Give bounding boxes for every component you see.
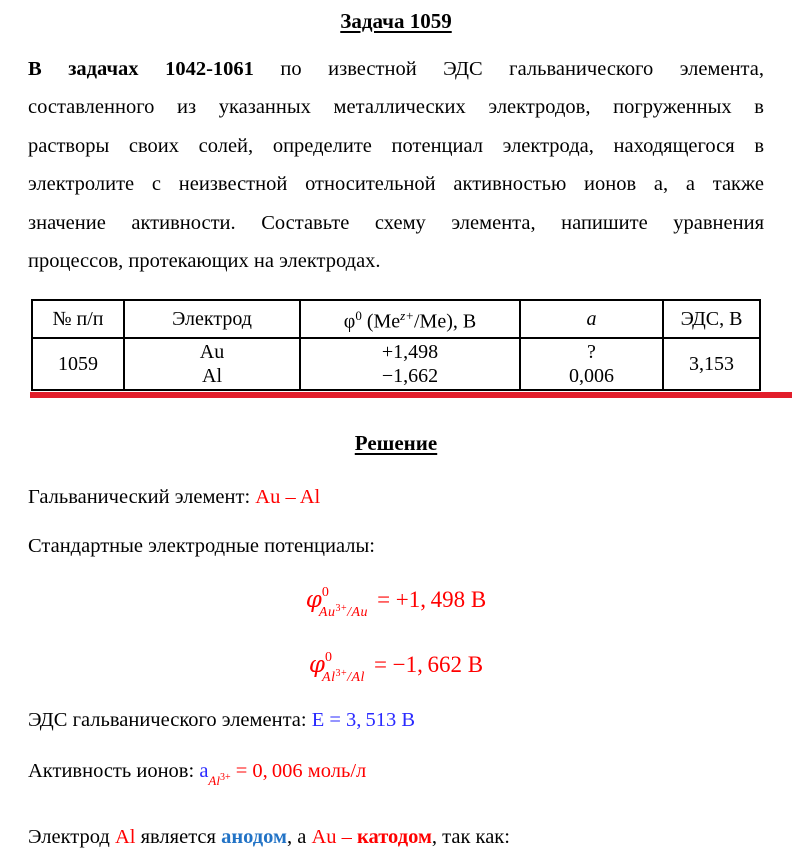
table-header-row xyxy=(32,300,760,338)
problem-line-6: процессов, протекающих на электродах. xyxy=(28,250,381,273)
cell-num: 1059 xyxy=(32,338,124,390)
potential-2: −1,662 xyxy=(381,365,439,388)
activity-subscript xyxy=(208,773,230,788)
formula-al-sup: 0 xyxy=(325,650,333,666)
activity-line xyxy=(28,758,764,794)
formula-au-sub-metal: Au xyxy=(318,605,336,621)
formula-au-row xyxy=(28,573,764,621)
cell-activity xyxy=(520,338,663,390)
problem-line-1 xyxy=(28,50,764,88)
phi-end: /Me), В xyxy=(414,311,477,334)
document-page xyxy=(0,8,792,850)
phi-sup-charge: z+ xyxy=(400,308,414,324)
electrode-roles-line xyxy=(28,824,764,850)
problem-line-3: растворы своих солей, определите потенциал электрода, находящегося в xyxy=(28,134,764,157)
col-header-num: № п/п xyxy=(32,300,124,338)
final-part-8: , так как: xyxy=(431,826,510,849)
problem-statement xyxy=(28,50,764,280)
formula-al-sub xyxy=(322,670,365,685)
phi-glyph: φ xyxy=(308,652,326,679)
formula-al xyxy=(308,650,484,686)
element-value: Au – Al xyxy=(255,486,321,509)
col-header-emf: ЭДС, В xyxy=(663,300,760,338)
final-part-1: Электрод xyxy=(28,826,115,849)
galvanic-element-line xyxy=(28,484,764,510)
phi-glyph: φ xyxy=(305,587,322,614)
activity-value: = 0, 006 моль/л xyxy=(230,760,367,783)
cell-potentials xyxy=(300,338,520,390)
emf-line xyxy=(28,707,764,733)
emf-label: ЭДС гальванического элемента: xyxy=(28,709,312,732)
formula-au-value: = +1, 498 В xyxy=(377,587,487,613)
cell-electrodes xyxy=(124,338,300,390)
formula-au-sub xyxy=(319,605,368,620)
conditions-table xyxy=(31,299,761,391)
activity-1: ? xyxy=(587,341,596,364)
electrode-1: Au xyxy=(199,341,225,364)
solution-heading-text: Решение xyxy=(354,431,438,456)
col-header-electrode: Электрод xyxy=(124,300,300,338)
emf-value: E = 3, 513 В xyxy=(311,709,416,732)
page-title xyxy=(28,8,764,34)
formula-au-sub-charge: 3+ xyxy=(335,603,348,615)
element-label: Гальванический элемент: xyxy=(28,486,256,509)
red-divider xyxy=(30,392,792,398)
problem-line-5: значение активности. Составьте схему элемента, напишите уравнения xyxy=(28,211,764,234)
phi-symbol: φ xyxy=(343,311,356,334)
activity-sub-metal: Al xyxy=(208,773,220,789)
activity-sub-charge: 3+ xyxy=(219,772,231,784)
phi-mid: (Me xyxy=(361,311,401,334)
problem-range-bold: В задачах 1042-1061 xyxy=(28,58,254,80)
problem-line-2: составленного из указанных металлических электродов, погруженных в xyxy=(28,96,764,119)
formula-al-sub-charge: 3+ xyxy=(335,668,348,680)
formula-al-sub-slash: /Al xyxy=(347,670,365,686)
final-au: Au – xyxy=(311,826,358,849)
formula-au xyxy=(305,585,487,621)
final-cathode: катодом xyxy=(357,826,432,849)
final-al: Al xyxy=(114,826,136,849)
potential-1: +1,498 xyxy=(381,341,439,364)
problem-line-4: электролите с неизвестной относительной активностью ионов а, а также xyxy=(28,173,764,196)
final-anode: анодом xyxy=(221,826,287,849)
formula-al-value: = −1, 662 В xyxy=(373,652,484,678)
potentials-label-line: Стандартные электродные потенциалы: xyxy=(28,535,375,558)
phi-sup-zero: 0 xyxy=(355,308,362,324)
formula-au-sup: 0 xyxy=(321,585,329,601)
final-part-5: , а xyxy=(286,826,312,849)
page-title-text: Задача 1059 xyxy=(340,9,452,33)
formula-al-sub-metal: Al xyxy=(322,670,336,686)
solution-heading xyxy=(28,430,764,456)
table-data-row xyxy=(32,338,760,390)
problem-line-1-rest: по известной ЭДС гальванического элемента, xyxy=(253,58,764,80)
activity-symbol: a xyxy=(199,760,209,783)
col-header-activity: a xyxy=(520,300,663,338)
col-header-potential xyxy=(300,300,520,338)
formula-au-sub-slash: /Au xyxy=(347,605,369,621)
activity-2: 0,006 xyxy=(569,365,614,388)
activity-label: Активность ионов: xyxy=(28,760,200,783)
formula-al-row xyxy=(28,638,764,686)
final-part-3: является xyxy=(135,826,222,849)
electrode-2: Al xyxy=(202,365,222,388)
cell-emf: 3,153 xyxy=(663,338,760,390)
